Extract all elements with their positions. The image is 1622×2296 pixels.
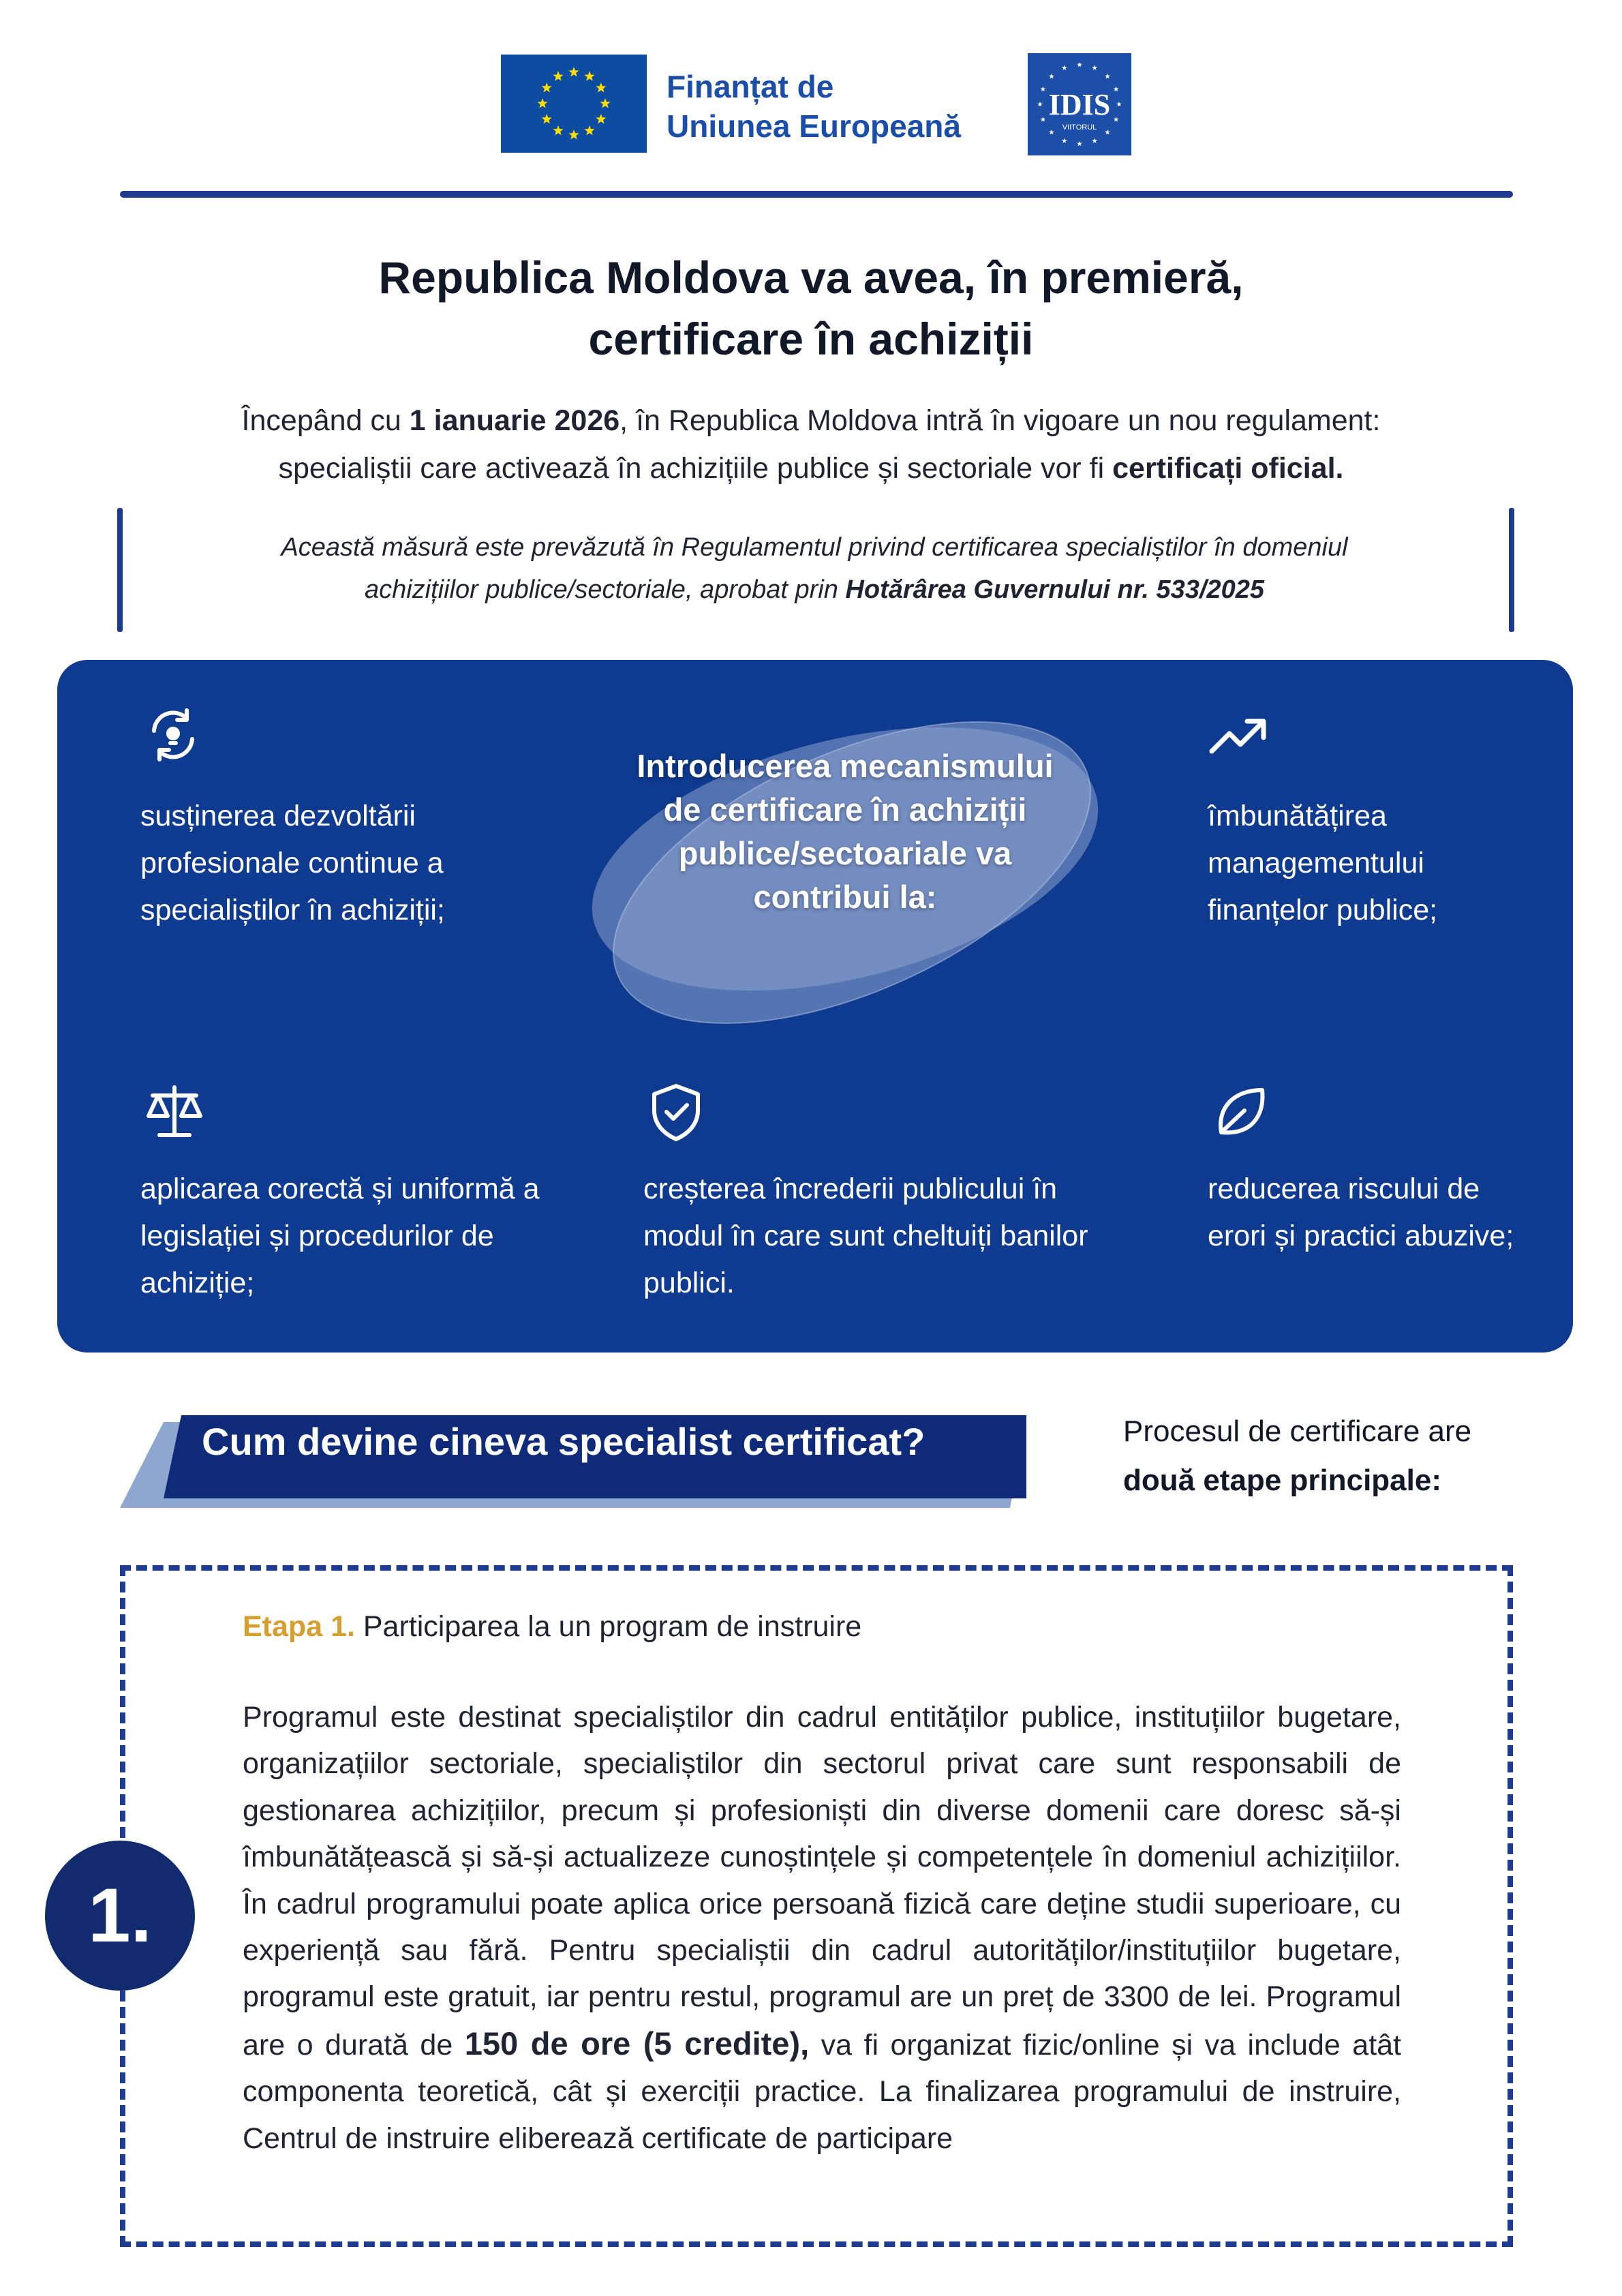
header-divider	[120, 191, 1513, 198]
quote-hg-reference: Hotărârea Guvernului nr. 533/2025	[845, 575, 1265, 604]
leaf-icon	[1210, 1081, 1273, 1143]
quote-bar-left	[117, 508, 123, 632]
eu-funding-line1: Finanțat de	[667, 69, 834, 104]
quote-line2: achizițiilor publice/sectoriale, aprobat prin	[364, 575, 846, 604]
intro-paragraph	[136, 397, 1486, 492]
stage-1-label: Etapa 1.	[243, 1610, 355, 1643]
panel-center-heading: Introducerea mecanismului de certificare în achiziții publice/sectoariale va contribui la:	[637, 748, 1054, 915]
idis-viitorul-logo	[1028, 53, 1131, 155]
stage-1-description	[243, 1694, 1401, 2162]
section-side-bold: două etape principale:	[1123, 1464, 1441, 1497]
stage-1-body-part2: va fi organizat fizic/online și va include atât componenta teoretică, cât și exerciții practice. La finalizarea programului de instruire, Centrul de instruire eliberează certificate de participare	[243, 2028, 1401, 2155]
stage-number-badge: 1.	[45, 1841, 195, 1991]
intro-emphasis: certificați oficial.	[1112, 452, 1344, 485]
trend-up-icon	[1206, 706, 1269, 769]
stage-1-body-part1: Programul este destinat specialiștilor din cadrul entităților publice, instituțiilor bugetare, organizațiilor sectoriale, specialiștilor din sectorul privat care sunt responsabili de gestionarea achizițiilor, precum și profesioniști din diverse domenii care doresc să-și îmbunătățească și să-și actualizeze cunoștințele și competențele în domeniul achizițiilor. În cadrul programului poate aplica orice persoană fizică care deține studii superioare, cu experiență sau fără. Pentru specialiștii din cadrul autorităților/instituțiilor bugetare, programul este gratuit, iar pentru restul, programul are un preț de 3300 de lei. Programul are o durată de	[243, 1701, 1401, 2061]
scales-icon	[143, 1081, 206, 1143]
benefit-text-legislation: aplicarea corectă și uniformă a legislației și procedurilor de achiziție;	[140, 1173, 540, 1299]
quote-bar-right	[1509, 508, 1514, 632]
benefit-text-public-trust: creșterea încrederii publicului în modul în care sunt cheltuiți banilor publici.	[643, 1173, 1088, 1299]
eu-funding-text	[667, 67, 1007, 146]
benefit-text-professional-development: susținerea dezvoltării profesionale continue a specialiștilor în achiziții;	[140, 800, 445, 926]
shield-check-icon	[645, 1081, 707, 1143]
eu-stars-icon	[501, 55, 647, 153]
intro-text-3: specialiștii care activează în achizițiile publice și sectoriale vor fi	[278, 452, 1113, 485]
stage-1-heading	[243, 1606, 1401, 1647]
idis-logo-letters: IDIS	[1048, 88, 1111, 121]
section-title: Cum devine cineva specialist certificat?	[202, 1420, 925, 1463]
intro-date: 1 ianuarie 2026	[409, 404, 620, 437]
page-title	[136, 247, 1486, 369]
page-title-line1: Republica Moldova va avea, în premieră,	[378, 252, 1244, 303]
stage-1-title: Participarea la un program de instruire	[354, 1610, 862, 1643]
lightbulb-cycle-icon	[142, 704, 204, 766]
section-side-text: Procesul de certificare are	[1123, 1415, 1472, 1448]
benefit-text-risk-reduction: reducerea riscului de erori și practici abuzive;	[1208, 1173, 1514, 1252]
stage-1-duration: 150 de ore (5 credite),	[464, 2025, 810, 2061]
eu-funding-line2: Uniunea Europeană	[667, 108, 961, 144]
benefit-text-public-finance: îmbunătățirea managementului finanțelor publice;	[1208, 800, 1438, 926]
eu-flag-logo	[501, 55, 647, 153]
quote-line1: Această măsură este prevăzută în Regulamentul privind certificarea specialiștilor în domeniul	[281, 533, 1348, 562]
intro-text-1: Începând cu	[241, 404, 410, 437]
page-title-line2: certificare în achiziții	[588, 314, 1034, 364]
legal-basis-quote	[157, 526, 1472, 611]
intro-text-2: , în Republica Moldova intră în vigoare un nou regulament:	[619, 404, 1381, 437]
idis-logo-sub: VIITORUL	[1062, 123, 1097, 132]
section-side-note	[1123, 1407, 1505, 1505]
